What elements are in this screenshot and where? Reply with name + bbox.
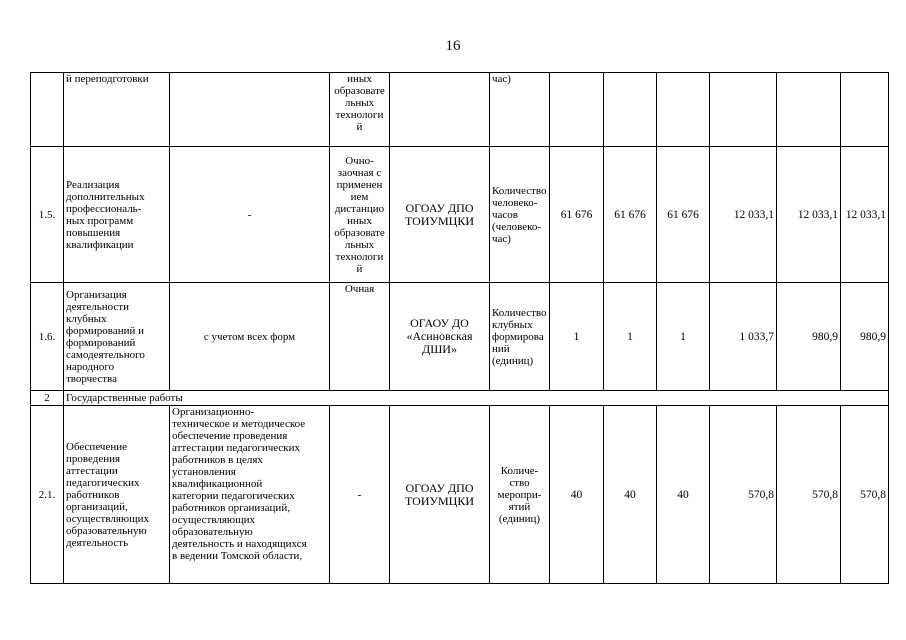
organization: ОГАОУ ДО «Асиновская ДШИ»: [390, 283, 490, 391]
services-table: [30, 72, 889, 584]
table-row: [31, 147, 889, 283]
finance-2: [777, 73, 841, 147]
indicator: Количество человеко- часов (человеко- час): [490, 147, 550, 283]
section-number: 2: [31, 391, 64, 406]
finance-1: 1 033,7: [710, 283, 777, 391]
section-row: [31, 391, 889, 406]
volume-1: 61 676: [550, 147, 604, 283]
finance-1: [710, 73, 777, 147]
service-content: -: [170, 147, 330, 283]
indicator: час): [490, 73, 550, 147]
table-row: [31, 73, 889, 147]
volume-3: 1: [657, 283, 710, 391]
service-content: Организационно- техническое и методическое обеспечение проведения аттестации педагогических работников в целях установления квалификационной категории педагогических работников организаций, осуществляющих образовательную деятельность и находящихся в ведении Томской области,: [170, 406, 330, 584]
service-name: Организация деятельности клубных формирований и формирований самодеятельного народного творчества: [64, 283, 170, 391]
organization: ОГОАУ ДПО ТОИУМЦКИ: [390, 147, 490, 283]
volume-3: 61 676: [657, 147, 710, 283]
finance-3: [841, 73, 889, 147]
finance-3: 980,9: [841, 283, 889, 391]
volume-1: [550, 73, 604, 147]
table-row: [31, 406, 889, 584]
row-number: 1.6.: [31, 283, 64, 391]
service-form: -: [330, 406, 390, 584]
volume-2: 1: [604, 283, 657, 391]
finance-1: 12 033,1: [710, 147, 777, 283]
page-number: 16: [445, 38, 461, 54]
finance-2: 980,9: [777, 283, 841, 391]
volume-3: [657, 73, 710, 147]
service-name: Обеспечение проведения аттестации педагогических работников организаций, осуществляющих образовательную деятельность: [64, 406, 170, 584]
service-form: иных образовате льных технологи й: [330, 73, 390, 147]
volume-1: 1: [550, 283, 604, 391]
row-number: [31, 73, 64, 147]
row-number: 2.1.: [31, 406, 64, 584]
service-form: Очно- заочная с применен ием дистанцио нных образовате льных технологи й: [330, 147, 390, 283]
volume-3: 40: [657, 406, 710, 584]
service-name: й переподготовки: [64, 73, 170, 147]
service-content: [170, 73, 330, 147]
volume-2: [604, 73, 657, 147]
finance-3: 12 033,1: [841, 147, 889, 283]
organization: ОГОАУ ДПО ТОИУМЦКИ: [390, 406, 490, 584]
volume-2: 61 676: [604, 147, 657, 283]
finance-2: 12 033,1: [777, 147, 841, 283]
finance-2: 570,8: [777, 406, 841, 584]
volume-2: 40: [604, 406, 657, 584]
indicator: Количество клубных формирова ний (единиц): [490, 283, 550, 391]
indicator: Количе- ство меропри- ятий (единиц): [490, 406, 550, 584]
table-row: [31, 283, 889, 391]
service-content: с учетом всех форм: [170, 283, 330, 391]
service-form: Очная: [330, 283, 390, 391]
row-number: 1.5.: [31, 147, 64, 283]
finance-3: 570,8: [841, 406, 889, 584]
organization: [390, 73, 490, 147]
finance-1: 570,8: [710, 406, 777, 584]
service-name: Реализация дополнительных профессиональ- ных программ повышения квалификации: [64, 147, 170, 283]
section-title: Государственные работы: [64, 391, 889, 406]
volume-1: 40: [550, 406, 604, 584]
